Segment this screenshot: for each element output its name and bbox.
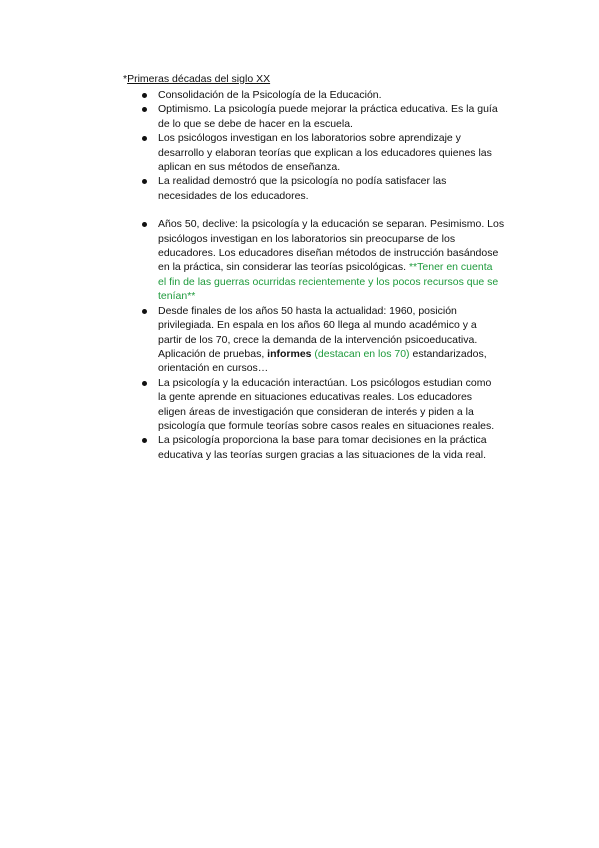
list-item: Los psicólogos investigan en los laboratorios sobre aprendizaje y desarrollo y elaboran teorías que explican a los educadores quienes las aplican en sus métodos de enseñanza. xyxy=(146,131,516,174)
list-item: Optimismo. La psicología puede mejorar la práctica educativa. Es la guía de lo que se debe de hacer en la escuela. xyxy=(146,102,516,131)
green-note: **Tener en cuenta xyxy=(408,261,493,274)
list-item: La psicología y la educación interactúan. Los psicólogos estudian como la gente aprende en situaciones educativas reales. Los educadores eligen áreas de investigación que consideran de interés y piden a la psicología que formule teorías sobre casos reales en situaciones reales. xyxy=(146,376,516,434)
green-note: tenían** xyxy=(158,290,196,303)
green-note: el fin de las guerras ocurridas recientemente y los pocos recursos que se xyxy=(158,275,499,288)
section-heading xyxy=(123,72,270,86)
list-item: Desde finales de los años 50 hasta la actualidad: 1960, posición privilegiada. En espala en los años 60 llega al mundo académico y a partir de los 70, crece la demanda de la intervención psicoeducativa. Aplicación de pruebas, informes (destacan en los 70) estandarizados, orientación en cursos… xyxy=(146,304,516,376)
heading-title: Primeras décadas del siglo XX xyxy=(127,73,271,85)
heading-asterisk: * xyxy=(123,73,128,85)
list-item: Consolidación de la Psicología de la Educación. xyxy=(146,88,516,102)
green-note: (destacan en los 70) xyxy=(311,347,410,360)
list-item: La psicología proporciona la base para tomar decisiones en la práctica educativa y las teorías surgen gracias a las situaciones de la vida real. xyxy=(146,433,516,462)
list-item: La realidad demostró que la psicología no podía satisfacer las necesidades de los educadores. xyxy=(146,174,516,203)
bold-term: informes xyxy=(267,347,312,360)
bullet-list xyxy=(146,88,516,462)
list-item: Años 50, declive: la psicología y la educación se separan. Pesimismo. Los psicólogos investigan en los laboratorios sin preocuparse de los educadores. Los educadores diseñan métodos de instrucción basándose en la práctica, sin considerar las teorías psicológicas. **Tener en cuenta el fin de las guerras ocurridas recientemente y los pocos recursos que se tenían** xyxy=(146,217,516,303)
